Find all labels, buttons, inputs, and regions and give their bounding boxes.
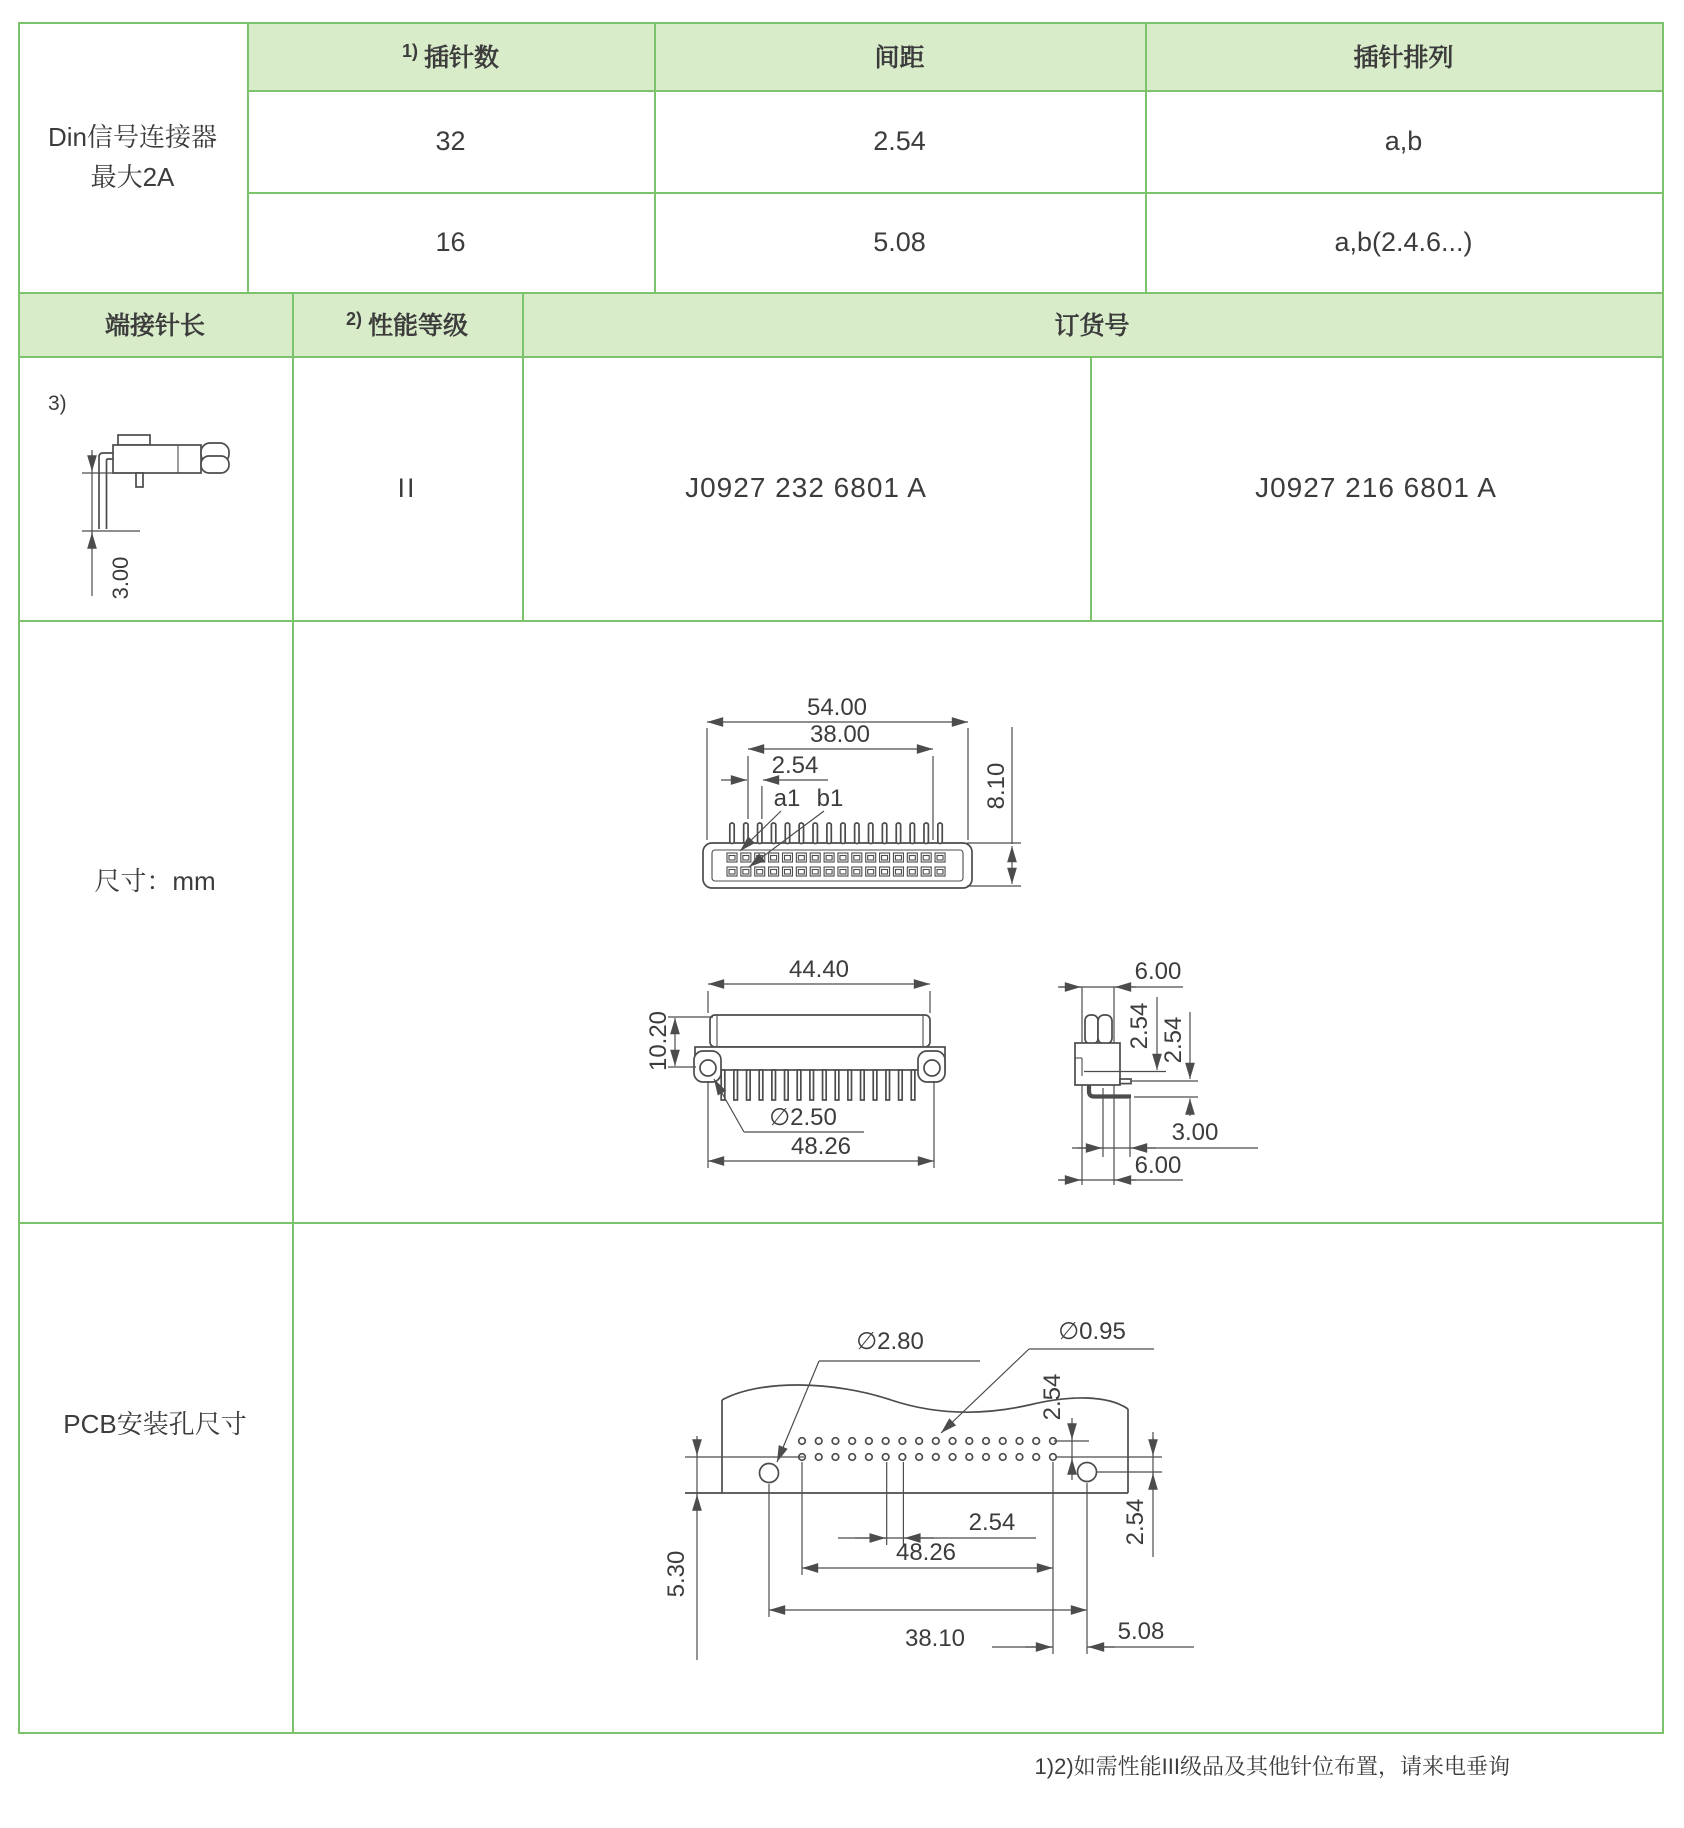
bottom-view-pins	[721, 1070, 915, 1100]
product-name-cell	[18, 110, 247, 204]
dim-pin-span: 38.00	[809, 721, 871, 748]
pcb-mount-hole-right	[1078, 1463, 1097, 1482]
pcb-pin-holes	[799, 1438, 1057, 1461]
pcb-mount-hole-left	[760, 1464, 779, 1483]
front-view-pins	[730, 823, 942, 844]
pin-length-dimension	[82, 450, 140, 599]
col-header-order-no-label: 订货号	[1054, 312, 1130, 340]
dim-mount-hole-dia: ∅2.80	[856, 1328, 924, 1355]
side-view	[1058, 958, 1258, 1185]
dim-side-width-top: 6.00	[1134, 958, 1182, 985]
footnote: 1)2)如需性能III级品及其他针位布置，请来电垂询	[1034, 1754, 1510, 1779]
order-no-32: J0927 232 6801 A	[685, 472, 927, 503]
product-name-line2: 最大2A	[90, 162, 175, 192]
dim-bottom-height: 10.20	[645, 1010, 672, 1072]
pitch-254: 2.54	[873, 125, 926, 156]
dim-tail-length: 3.00	[1171, 1119, 1219, 1146]
col-header-pitch	[654, 22, 1145, 90]
front-view	[703, 694, 1021, 888]
col-header-arrangement	[1145, 22, 1662, 90]
dim-mount-span: 48.26	[790, 1133, 852, 1160]
col-header-grade-label: 性能等级	[368, 312, 469, 340]
col-header-grade	[292, 292, 522, 356]
product-name-line1: Din信号连接器	[47, 122, 217, 152]
pitch-508: 5.08	[873, 226, 926, 257]
grade-value: II	[397, 472, 417, 503]
grid-line	[1662, 22, 1664, 1734]
col-header-arrangement-label: 插针排列	[1353, 44, 1454, 72]
dim-row-span: 48.26	[895, 1539, 957, 1566]
dim-hole-to-mount: 2.54	[1122, 1498, 1149, 1546]
footnote-marker-1: 1)	[401, 40, 418, 61]
dim-pin-length: 3.00	[108, 556, 133, 600]
dim-mount-span: 38.10	[904, 1625, 966, 1652]
col-header-pin-count	[247, 22, 654, 90]
dimensions-unit-label: 尺寸：mm	[94, 865, 216, 896]
col-header-order-no	[522, 292, 1662, 356]
dim-overall-width: 54.00	[806, 694, 868, 721]
order-no-16: J0927 216 6801 A	[1255, 472, 1497, 503]
dim-front-pitch: 2.54	[771, 752, 819, 779]
footnote-marker-2: 2)	[345, 308, 362, 329]
pcb-section-label: PCB安装孔尺寸	[63, 1408, 247, 1439]
dim-side-offset1: 2.54	[1126, 1002, 1153, 1050]
arrangement-ab: a,b	[1384, 125, 1423, 156]
label-row-b1: b1	[816, 785, 844, 812]
dim-edge-distance: 5.30	[663, 1550, 690, 1598]
pin-body-outline	[99, 435, 229, 529]
pcb-layout-drawing	[292, 1222, 1662, 1732]
col-header-pin-length-label: 端接针长	[104, 312, 205, 340]
col-header-pin-length	[18, 292, 292, 356]
col-header-pin-count-label: 插针数	[424, 44, 500, 72]
arrangement-ab246: a,b(2.4.6...)	[1334, 226, 1473, 257]
pin-count-32: 32	[435, 125, 466, 156]
dim-pcb-pitch: 2.54	[968, 1509, 1016, 1536]
dim-side-width-bottom: 6.00	[1134, 1152, 1182, 1179]
dim-body-width: 44.40	[788, 956, 850, 983]
termination-pin-drawing	[18, 356, 292, 620]
dim-pin-hole-dia: ∅0.95	[1058, 1318, 1126, 1345]
label-row-a1: a1	[773, 785, 801, 812]
dim-end-offset: 5.08	[1117, 1618, 1165, 1645]
bottom-view	[645, 956, 945, 1168]
dim-side-offset2: 2.54	[1160, 1016, 1187, 1064]
dim-ear-hole-dia: ∅2.50	[769, 1104, 837, 1131]
pcb-dimensions	[663, 1318, 1194, 1660]
dim-row-gap: 2.54	[1039, 1373, 1066, 1421]
dim-body-height: 8.10	[983, 762, 1010, 810]
pin-count-16: 16	[435, 226, 466, 257]
dimension-views-drawing	[292, 620, 1662, 1222]
footnote-marker-3: 3)	[48, 392, 67, 415]
col-header-pitch-label: 间距	[874, 44, 925, 72]
grid-line	[18, 1732, 1664, 1734]
